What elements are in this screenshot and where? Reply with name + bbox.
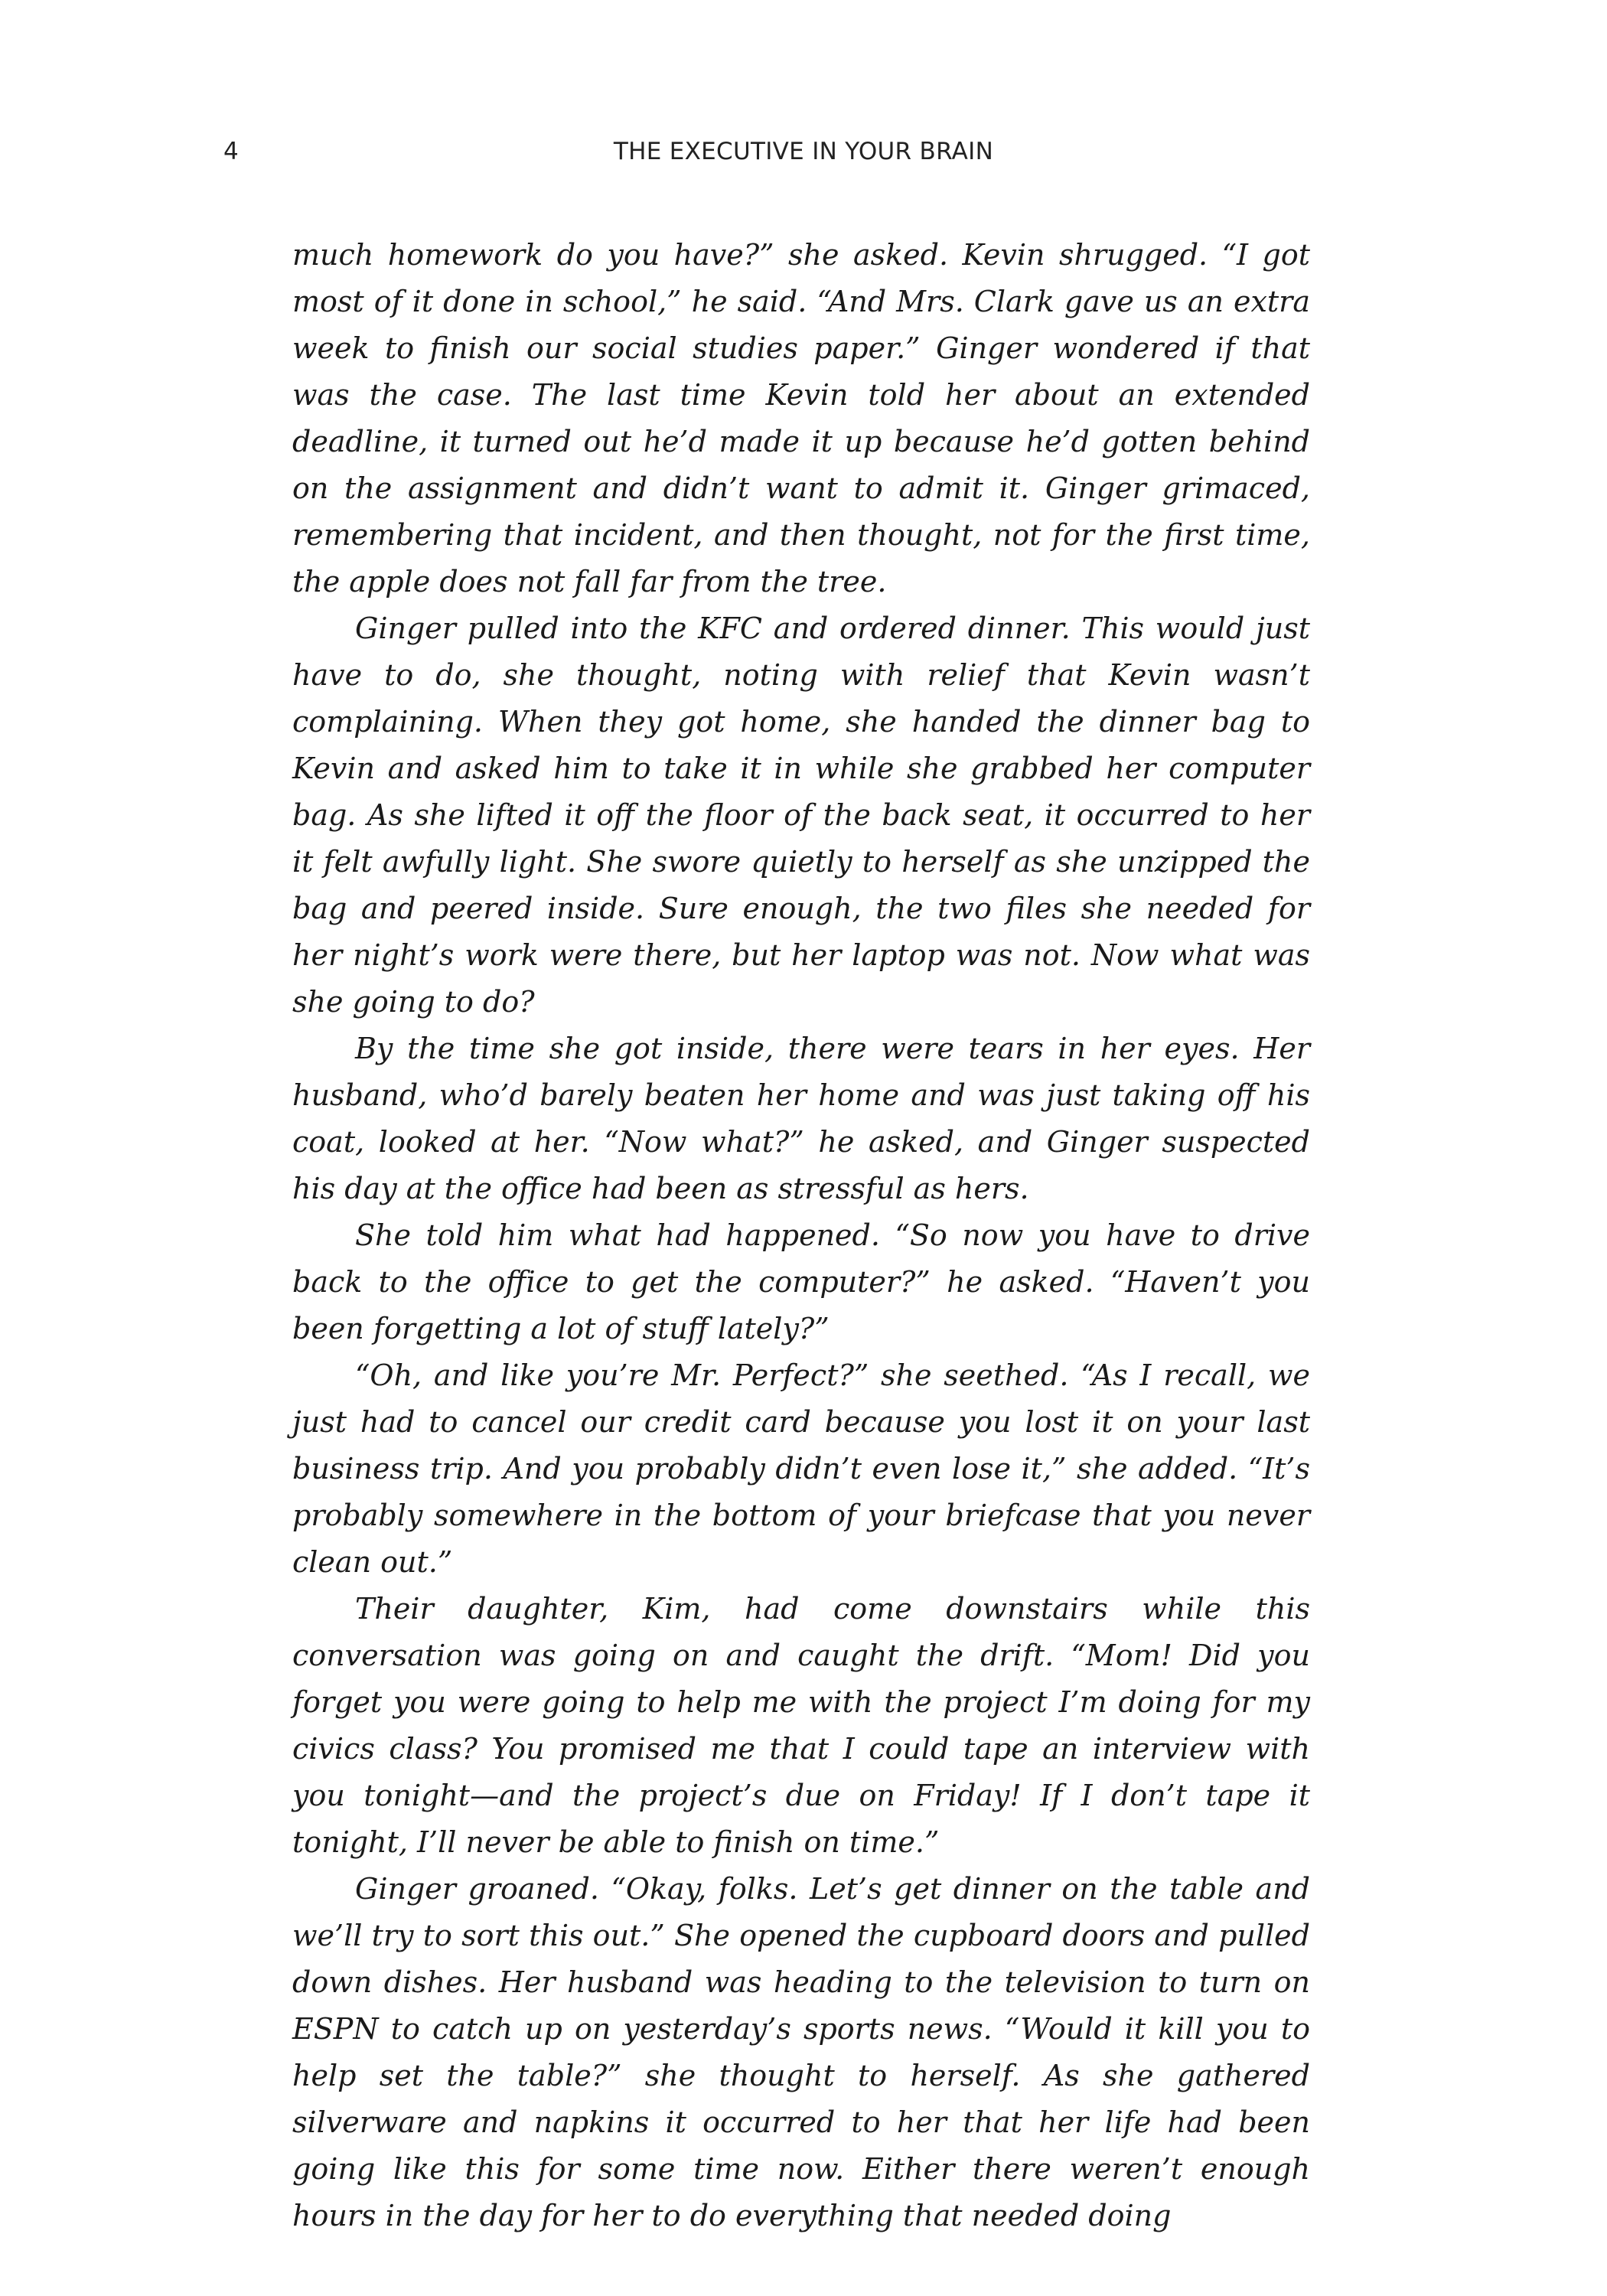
- body-text: [292, 232, 1310, 2239]
- running-head: [0, 138, 1607, 171]
- page-number: 4: [223, 138, 240, 165]
- running-title: THE EXECUTIVE IN YOUR BRAIN: [613, 138, 994, 165]
- paragraph: “Oh, and like you’re Mr. Perfect?” she seethed. “As I recall, we just had to cancel our credit card because you lost it on your last business trip. And you probably didn’t even lose it,” she added. “It’s probably somewhere in the bottom of your briefcase that you never clean out.”: [292, 1358, 1310, 1579]
- paragraph: Their daughter, Kim, had come downstairs while this conversation was going on and caught the drift. “Mom! Did you forget you were going to help me with the project I’m doing for my civics class? You promised me that I could tape an interview with you tonight—and the project’s due on Friday! If I don’t tape it tonight, I’ll never be able to finish on time.”: [292, 1592, 1310, 1859]
- paragraph: much homework do you have?” she asked. Kevin shrugged. “I got most of it done in school,” he said. “And Mrs. Clark gave us an extra week to finish our social studies paper.” Ginger wondered if that was the case. The last time Kevin told her about an extended deadline, it turned out he’d made it up because he’d gotten behind on the assignment and didn’t want to admit it. Ginger grimaced, remembering that incident, and then thought, not for the first time, the apple does not fall far from the tree.: [292, 238, 1310, 598]
- paragraph: Ginger pulled into the KFC and ordered dinner. This would just have to do, she thought, noting with relief that Kevin wasn’t complaining. When they got home, she handed the dinner bag to Kevin and asked him to take it in while she grabbed her computer bag. As she lifted it off the floor of the back seat, it occurred to her it felt awfully light. She swore quietly to herself as she unzipped the bag and peered inside. Sure enough, the two files she needed for her night’s work were there, but her laptop was not. Now what was she going to do?: [292, 612, 1310, 1019]
- paragraph: By the time she got inside, there were tears in her eyes. Her husband, who’d barely beaten her home and was just taking off his coat, looked at her. “Now what?” he asked, and Ginger suspected his day at the office had been as stressful as hers.: [292, 1032, 1310, 1205]
- paragraph: She told him what had happened. “So now you have to drive back to the office to get the computer?” he asked. “Haven’t you been forgetting a lot of stuff lately?”: [292, 1218, 1310, 1345]
- paragraph: Ginger groaned. “Okay, folks. Let’s get dinner on the table and we’ll try to sort this out.” She opened the cupboard doors and pulled down dishes. Her husband was heading to the television to turn on ESPN to catch up on yesterday’s sports news. “Would it kill you to help set the table?” she thought to herself. As she gathered silverware and napkins it occurred to her that her life had been going like this for some time now. Either there weren’t enough hours in the day for her to do everything that needed doing: [292, 1872, 1310, 2232]
